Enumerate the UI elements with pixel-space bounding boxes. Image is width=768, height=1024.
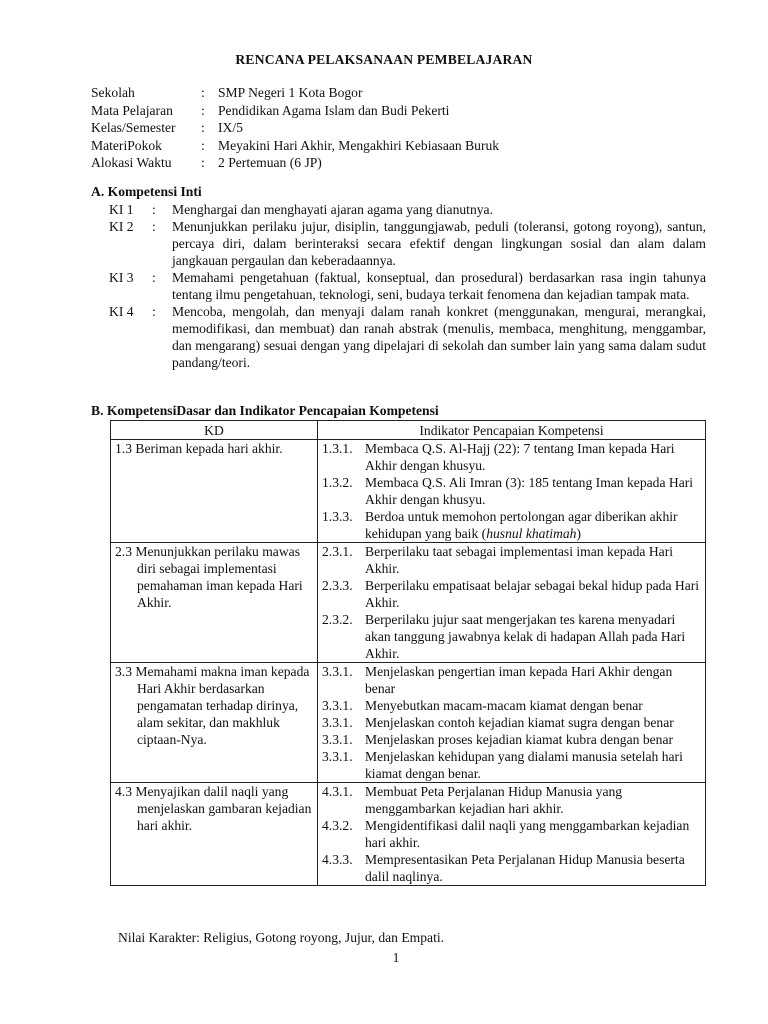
- indicator-text: Berperilaku jujur saat mengerjakan tes karena menyadari akan tanggung jawabnya kelak di hadapan Allah pada Hari Akhir.: [365, 612, 686, 661]
- ki-item: [109, 303, 706, 371]
- meta-row-materi: [91, 137, 499, 155]
- kd-cell: [111, 663, 318, 783]
- indicator-item: [322, 714, 701, 731]
- meta-key: Mata Pelajaran: [91, 102, 173, 118]
- meta-colon: :: [201, 120, 205, 136]
- indicator-text: Menjelaskan proses kejadian kiamat kubra dengan benar: [365, 732, 674, 747]
- indicator-item: [322, 697, 701, 714]
- indicator-text: Mempresentasikan Peta Perjalanan Hidup Manusia beserta dalil naqlinya.: [365, 852, 685, 884]
- kd-text: 4.3 Menyajikan dalil naqli yang menjelaskan gambaran kejadian hari akhir.: [115, 784, 312, 833]
- ki-text: Mencoba, mengolah, dan menyaji dalam ranah konkret (menggunakan, mengurai, merangkai, memodifikasi, dan membuat) dan ranah abstrak (menulis, membaca, menghitung, menggambar, dan mengarang) sesuai dengan yang dipelajari di sekolah dan sumber lain yang sama dalam sudut pandang/teori.: [172, 304, 706, 370]
- indicator-number: 1.3.1.: [322, 441, 353, 456]
- indicator-number: 2.3.3.: [322, 578, 353, 593]
- table-header-row: [111, 421, 706, 440]
- indicator-item: [322, 783, 701, 817]
- kd-indicator-table: [110, 420, 706, 886]
- ki-colon: :: [152, 270, 156, 285]
- indicator-cell: [318, 543, 706, 663]
- indicator-item: [322, 440, 701, 474]
- meta-key: Kelas/Semester: [91, 120, 176, 136]
- ki-code: KI 4: [109, 304, 134, 319]
- ki-text: Menunjukkan perilaku jujur, disiplin, tanggungjawab, peduli (toleransi, gotong royong), santun, percaya diri, dalam berinteraksi secara efektif dengan lingkungan sosial dan alam dalam jangkauan pergaulan dan keberadaannya.: [172, 219, 706, 268]
- kd-text: 2.3 Menunjukkan perilaku mawas diri sebagai implementasi pemahaman iman kepada Hari Akhir.: [115, 544, 303, 610]
- indicator-text: Menjelaskan contoh kejadian kiamat sugra dengan benar: [365, 715, 674, 730]
- ki-code: KI 1: [109, 202, 134, 217]
- meta-value: SMP Negeri 1 Kota Bogor: [218, 85, 363, 100]
- indicator-text-italic: husnul khatimah: [486, 526, 577, 541]
- meta-value: IX/5: [218, 120, 243, 136]
- indicator-number: 4.3.1.: [322, 784, 353, 799]
- indicator-item: [322, 851, 701, 885]
- kd-cell: [111, 543, 318, 663]
- meta-colon: :: [201, 85, 205, 100]
- indicator-item: [322, 474, 701, 508]
- nilai-karakter: Nilai Karakter: Religius, Gotong royong, Jujur, dan Empati.: [118, 930, 445, 945]
- ki-item: [109, 218, 706, 269]
- indicator-number: 3.3.1.: [322, 732, 353, 747]
- indicator-text: Menyebutkan macam-macam kiamat dengan benar: [365, 698, 643, 713]
- indicator-number: 3.3.1.: [322, 664, 353, 679]
- meta-colon: :: [201, 155, 205, 171]
- indicator-number: 2.3.1.: [322, 544, 353, 559]
- table-row: [111, 440, 706, 543]
- meta-value: 2 Pertemuan (6 JP): [218, 155, 322, 171]
- ki-item: [109, 201, 706, 218]
- indicator-text: Membaca Q.S. Ali Imran (3): 185 tentang Iman kepada Hari Akhir dengan khusyu.: [365, 475, 694, 507]
- indicator-item: [322, 508, 701, 542]
- table-row: [111, 783, 706, 886]
- meta-colon: :: [201, 102, 205, 118]
- meta-row-kelas: [91, 119, 499, 137]
- meta-row-sekolah: [91, 84, 499, 102]
- table-row: [111, 663, 706, 783]
- section-a-heading: A. Kompetensi Inti: [91, 184, 202, 199]
- indicator-text-after: ): [576, 526, 581, 541]
- document-title: RENCANA PELAKSANAAN PEMBELAJARAN: [235, 52, 533, 67]
- header-kd: KD: [111, 421, 318, 440]
- indicator-text-main: Berdoa untuk memohon pertolongan agar diberikan akhir kehidupan yang baik (: [365, 509, 678, 541]
- table-row: [111, 543, 706, 663]
- indicator-text: Menjelaskan pengertian iman kepada Hari Akhir dengan benar: [365, 664, 673, 696]
- kompetensi-inti-list: [109, 201, 706, 371]
- ki-colon: :: [152, 304, 156, 319]
- indicator-number: 2.3.2.: [322, 612, 353, 627]
- kd-cell: [111, 783, 318, 886]
- indicator-item: [322, 611, 701, 662]
- indicator-cell: [318, 440, 706, 543]
- indicator-number: 1.3.2.: [322, 475, 353, 490]
- indicator-number: 3.3.1.: [322, 698, 353, 713]
- indicator-text: Berperilaku taat sebagai implementasi iman kepada Hari Akhir.: [365, 544, 674, 576]
- indicator-text: [365, 508, 701, 542]
- meta-key: MateriPokok: [91, 137, 162, 153]
- meta-key: Alokasi Waktu: [91, 155, 172, 171]
- indicator-item: [322, 577, 701, 611]
- ki-code: KI 2: [109, 219, 134, 234]
- header-indikator: Indikator Pencapaian Kompetensi: [318, 421, 706, 440]
- indicator-item: [322, 543, 701, 577]
- ki-code: KI 3: [109, 270, 134, 285]
- kd-cell: [111, 440, 318, 543]
- meta-value: Pendidikan Agama Islam dan Budi Pekerti: [218, 102, 450, 118]
- indicator-text: Menjelaskan kehidupan yang dialami manusia setelah hari kiamat dengan benar.: [365, 749, 683, 781]
- ki-item: [109, 269, 706, 303]
- ki-colon: :: [152, 219, 156, 234]
- indicator-item: [322, 731, 701, 748]
- indicator-item: [322, 817, 701, 851]
- indicator-text: Membaca Q.S. Al-Hajj (22): 7 tentang Iman kepada Hari Akhir dengan khusyu.: [365, 441, 675, 473]
- meta-colon: :: [201, 137, 205, 153]
- indicator-number: 4.3.3.: [322, 852, 353, 867]
- indicator-item: [322, 748, 701, 782]
- indicator-number: 3.3.1.: [322, 749, 353, 764]
- indicator-cell: [318, 663, 706, 783]
- kd-text: 3.3 Memahami makna iman kepada Hari Akhir berdasarkan pengamatan terhadap dirinya, alam sekitar, dan makhluk ciptaan-Nya.: [115, 664, 310, 747]
- indicator-text: Membuat Peta Perjalanan Hidup Manusia yang menggambarkan kejadian hari akhir.: [365, 784, 623, 816]
- indicator-number: 1.3.3.: [322, 509, 353, 524]
- meta-key: Sekolah: [91, 85, 135, 100]
- indicator-text: Berperilaku empatisaat belajar sebagai bekal hidup pada Hari Akhir.: [365, 578, 700, 610]
- page-number: 1: [392, 950, 400, 965]
- meta-block: [91, 84, 499, 172]
- ki-colon: :: [152, 202, 156, 217]
- meta-row-mapel: [91, 102, 499, 120]
- meta-row-alokasi: [91, 154, 499, 172]
- section-b-heading: B. KompetensiDasar dan Indikator Pencapaian Kompetensi: [91, 403, 439, 418]
- ki-text: Memahami pengetahuan (faktual, konseptual, dan prosedural) berdasarkan rasa ingin tahunya tentang ilmu pengetahuan, teknologi, seni, budaya terkait fenomena dan kejadian tampak mata.: [172, 270, 706, 302]
- indicator-item: [322, 663, 701, 697]
- ki-text: Menghargai dan menghayati ajaran agama yang dianutnya.: [172, 202, 493, 217]
- indicator-cell: [318, 783, 706, 886]
- kd-text: 1.3 Beriman kepada hari akhir.: [115, 441, 283, 456]
- meta-value: Meyakini Hari Akhir, Mengakhiri Kebiasaan Buruk: [218, 137, 500, 153]
- indicator-text: Mengidentifikasi dalil naqli yang menggambarkan kejadian hari akhir.: [365, 818, 690, 850]
- indicator-number: 3.3.1.: [322, 715, 353, 730]
- indicator-number: 4.3.2.: [322, 818, 353, 833]
